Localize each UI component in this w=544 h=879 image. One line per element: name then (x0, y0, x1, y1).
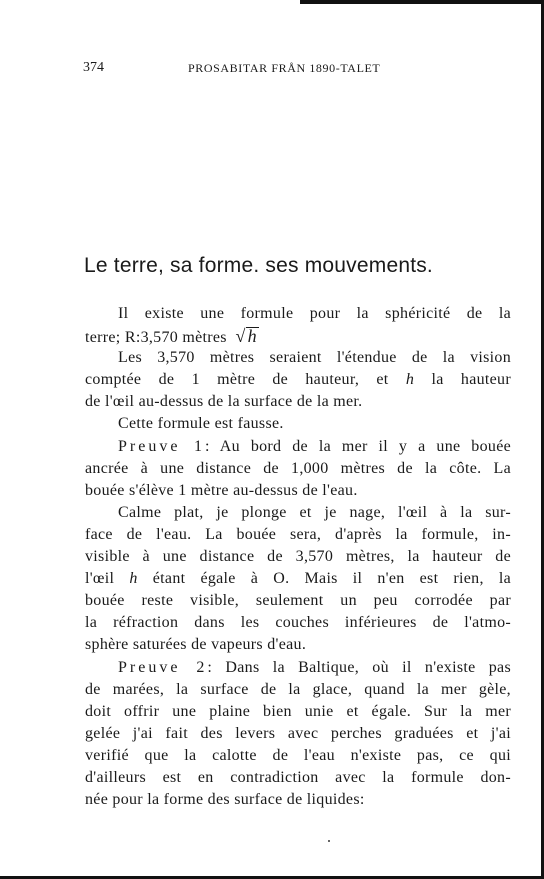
text-line: Preuve 2: Dans la Baltique, où il n'existe pas (118, 658, 511, 676)
proof-label: Preuve 1 (118, 437, 206, 455)
bottom-mark (328, 840, 330, 842)
text-line: comptée de 1 mètre de hauteur, et h la hauteur (85, 371, 511, 389)
text-line: la réfraction dans les couches inférieures de l'atmo- (85, 614, 511, 632)
square-root-symbol: √ h (235, 326, 257, 347)
text-line: gelée j'ai fait des levers avec perches graduées et j'ai (85, 724, 511, 742)
running-head (83, 60, 513, 80)
text-line: de marées, la surface de la glace, quand la mer gèle, (85, 680, 511, 698)
text-line: terre; R:3,570 mètres √ h (85, 326, 257, 347)
scan-edge-top (300, 0, 544, 4)
text-line: Calme plat, je plonge et je nage, l'œil à la sur- (118, 503, 511, 521)
text-line: bouée s'élève 1 mètre au-dessus de l'eau. (85, 481, 358, 499)
text-line: d'ailleurs est en contradiction avec la formule don- (85, 768, 511, 786)
text-line: de l'œil au-dessus de la surface de la mer. (85, 393, 363, 411)
text-line: Preuve 1: Au bord de la mer il y a une bouée (118, 437, 511, 455)
text-line: sphère saturées de vapeurs d'eau. (85, 636, 307, 654)
text-line: face de l'eau. La bouée sera, d'après la formule, in- (85, 525, 511, 543)
running-title: PROSABITAR FRÅN 1890-TALET (188, 61, 381, 75)
text-line: doit offrir une plaine bien unie et égale. Sur la mer (85, 702, 511, 720)
body-text (85, 303, 511, 811)
text-line: visible à une distance de 3,570 mètres, la hauteur de (85, 548, 511, 566)
text-line: ancrée à une distance de 1,000 mètres de la côte. La (85, 459, 511, 477)
page-number: 374 (83, 60, 104, 75)
text-line: Il existe une formule pour la sphéricité de la (118, 305, 511, 322)
section-heading: Le terre, sa forme. ses mouvements. (84, 254, 433, 277)
proof-label: Preuve 2 (118, 658, 208, 676)
text-line: Cette formule est fausse. (118, 415, 284, 433)
text-line: l'œil h étant égale à O. Mais il n'en est rien, la (85, 570, 511, 588)
text-line: bouée reste visible, seulement un peu corrodée par (85, 592, 511, 610)
text-line: verifié que la calotte de l'eau n'existe pas, ce qui (85, 746, 511, 764)
text-line: Les 3,570 mètres seraient l'étendue de la vision (118, 349, 511, 367)
text-line: née pour la forme des surface de liquides: (85, 791, 365, 809)
